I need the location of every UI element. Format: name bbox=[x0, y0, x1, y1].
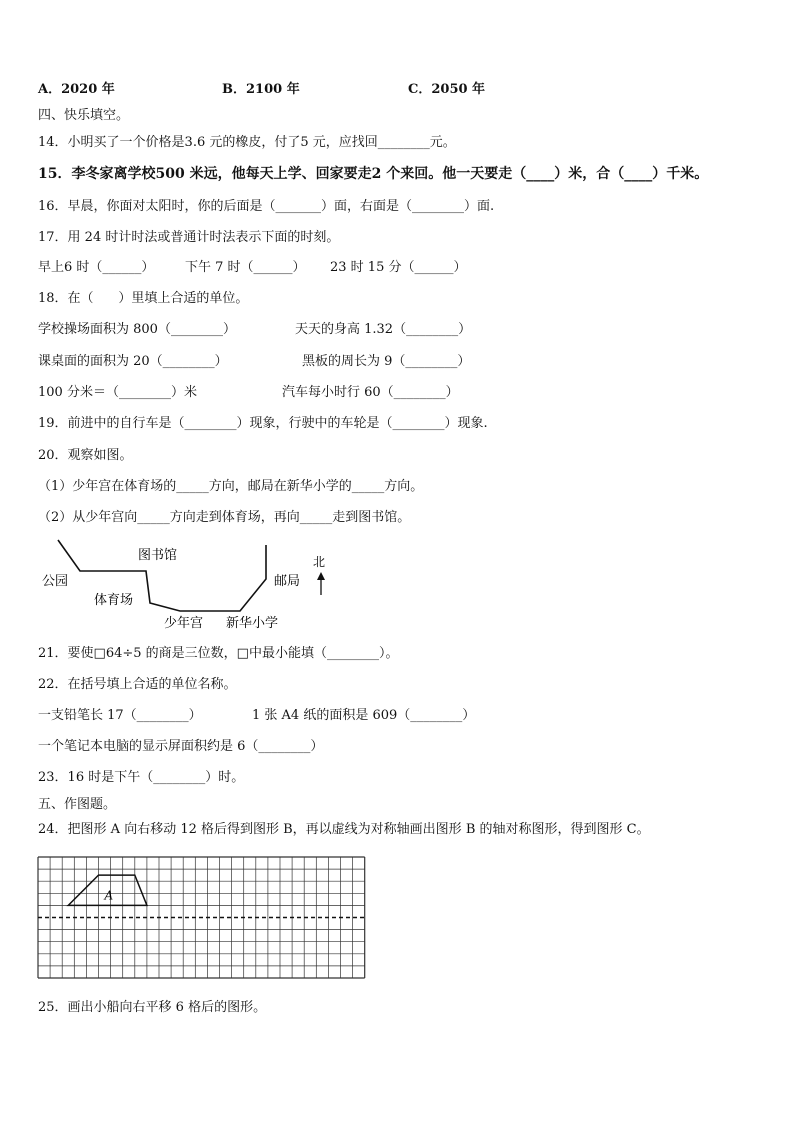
q17-item-2: 下午 7 时（______） bbox=[185, 260, 306, 275]
map-label-north: 北 bbox=[313, 555, 326, 569]
question-22: 22．在括号填上合适的单位名称。 bbox=[38, 677, 237, 692]
question-15: 15．李冬家离学校500 米远，他每天上学、回家要走2 个来回。他一天要走（____）米，合（____）千米。 bbox=[38, 166, 709, 182]
question-16: 16．早晨，你面对太阳时，你的后面是（_______）面，右面是（________）面. bbox=[38, 199, 495, 214]
map-label-xinhua-school: 新华小学 bbox=[226, 616, 279, 631]
q18-row1-right: 天天的身高 1.32（________） bbox=[295, 322, 472, 337]
question-14: 14．小明买了一个价格是3.6 元的橡皮，付了5 元，应找回________元。 bbox=[38, 135, 456, 150]
question-18: 18．在（ ）里填上合适的单位。 bbox=[38, 291, 249, 306]
question-19: 19．前进中的自行车是（________）现象，行驶中的车轮是（________）现象. bbox=[38, 416, 488, 431]
q17-item-1: 早上6 时（______） bbox=[38, 260, 155, 275]
map-label-post-office: 邮局 bbox=[274, 574, 301, 589]
q18-row3-right: 汽车每小时行 60（________） bbox=[282, 385, 459, 400]
option-c: C．2050 年 bbox=[408, 82, 486, 97]
q17-item-3: 23 时 15 分（______） bbox=[330, 260, 467, 275]
q22-item-2: 1 张 A4 纸的面积是 609（________） bbox=[252, 708, 476, 723]
section-5-heading: 五、作图题。 bbox=[38, 797, 117, 812]
question-25: 25．画出小船向右平移 6 格后的图形。 bbox=[38, 1000, 267, 1015]
q18-row3-left: 100 分米＝（________）米 bbox=[38, 385, 197, 400]
map-label-youth-palace: 少年宫 bbox=[164, 616, 204, 631]
grid-figure bbox=[37, 856, 367, 982]
q22-item-1: 一支铅笔长 17（________） bbox=[38, 708, 202, 723]
direction-map bbox=[38, 535, 338, 635]
map-label-library: 图书馆 bbox=[138, 548, 178, 563]
question-20: 20．观察如图。 bbox=[38, 448, 133, 463]
question-24: 24．把图形 A 向右移动 12 格后得到图形 B，再以虚线为对称轴画出图形 B 的轴对称图形，得到图形 C。 bbox=[38, 822, 650, 837]
section-4-heading: 四、快乐填空。 bbox=[38, 108, 130, 123]
question-20-part-2: （2）从少年宫向_____方向走到体育场，再向_____走到图书馆。 bbox=[38, 510, 411, 525]
question-17: 17．用 24 时计时法或普通计时法表示下面的时刻。 bbox=[38, 230, 340, 245]
q22-item-3: 一个笔记本电脑的显示屏面积约是 6（________） bbox=[38, 739, 324, 754]
question-21: 21．要使□64÷5 的商是三位数，□中最小能填（________）。 bbox=[38, 646, 399, 661]
question-23: 23．16 时是下午（________）时。 bbox=[38, 770, 245, 785]
q18-row2-right: 黑板的周长为 9（________） bbox=[302, 354, 471, 369]
question-20-part-1: （1）少年宫在体育场的_____方向，邮局在新华小学的_____方向。 bbox=[38, 479, 424, 494]
q18-row2-left: 课桌面的面积为 20（________） bbox=[38, 354, 228, 369]
shape-a-label: A bbox=[104, 888, 114, 903]
north-arrow-icon bbox=[317, 572, 325, 580]
q18-row1-left: 学校操场面积为 800（________） bbox=[38, 322, 236, 337]
option-b: B．2100 年 bbox=[222, 82, 300, 97]
map-label-park: 公园 bbox=[42, 574, 69, 589]
option-a: A．2020 年 bbox=[38, 82, 115, 97]
map-label-stadium: 体育场 bbox=[94, 593, 134, 608]
